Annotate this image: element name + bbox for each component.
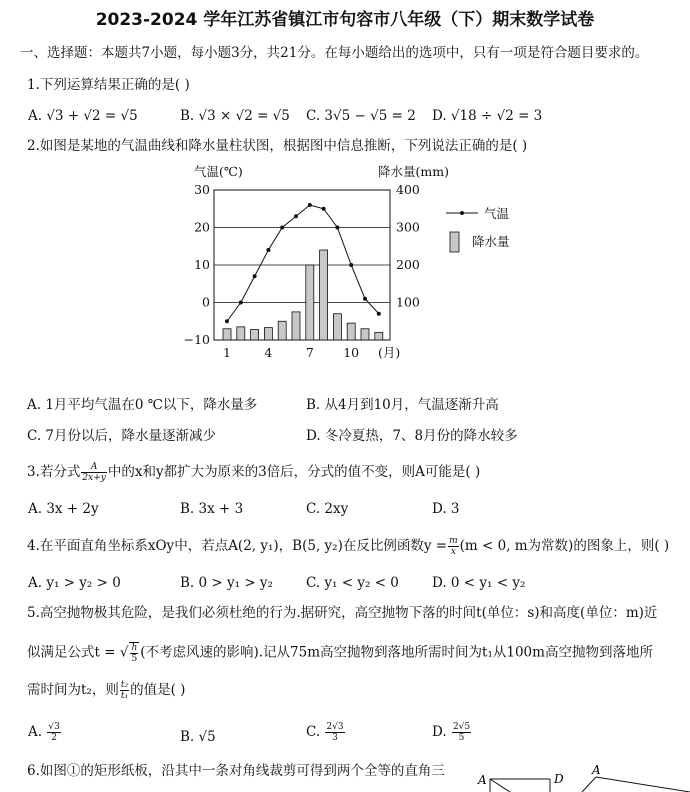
q5-option-a[interactable]: A. $\frac{√3}{2}$ — [28, 722, 60, 743]
question-6-stem: 6.如图①的矩形纸板，沿其中一条对角线裁剪可得到两个全等的直角三 — [27, 763, 445, 779]
q5-line2-pre: 似满足公式t = — [27, 644, 116, 661]
question-5-line-3 — [27, 680, 185, 701]
y-right-tick-label: 100 — [396, 294, 420, 310]
y-right-tick-label: 300 — [396, 219, 420, 235]
climate-chart — [180, 160, 540, 370]
q4-fraction — [448, 536, 459, 557]
precipitation-bar — [306, 265, 314, 340]
temperature-line — [227, 205, 379, 321]
q3-fraction — [81, 462, 106, 483]
q4-stem-post: (m < 0, m为常数)的图象上，则( ) — [459, 538, 670, 554]
q4-frac-num: m — [449, 536, 458, 546]
q3-frac-num: A — [81, 462, 106, 473]
q6-figure — [470, 762, 690, 792]
q1-option-c[interactable]: C. 3√5 − √5 = 2 — [306, 108, 416, 124]
temperature-point — [349, 263, 353, 267]
q5-line3-pre: 需时间为t₂，则 — [27, 682, 119, 698]
y-right-tick-label: 200 — [396, 257, 420, 272]
x-tick-label: 4 — [264, 345, 273, 360]
q6-triangle-right — [596, 777, 690, 792]
y-left-tick-label: 20 — [194, 219, 210, 235]
q5-sqrt-formula: √ $\frac{h}{5}$ — [119, 643, 138, 664]
q3-option-c[interactable]: C. 2xy — [306, 501, 349, 517]
q5-option-b[interactable]: B. √5 — [180, 729, 216, 745]
temperature-point — [294, 214, 298, 218]
q3-option-b[interactable]: B. 3x + 3 — [180, 501, 244, 517]
q6-diagonal — [490, 779, 510, 792]
q5-line2-post: (不考虑风速的影响).记从75m高空抛物到落地所需时间为t₁从100m高空抛物到落地所 — [140, 644, 653, 661]
x-tick-label: 7 — [305, 345, 314, 360]
temperature-point — [266, 248, 270, 252]
q4-stem-pre: 4.在平面直角坐标系xOy中，若点A(2, y₁)，B(5, y₂)在反比例函数y = — [27, 538, 448, 554]
q6-label-a2: A — [592, 763, 601, 777]
y-left-axis-label: 气温(℃) — [194, 164, 243, 179]
precipitation-bar — [320, 250, 328, 340]
precipitation-bar — [375, 333, 383, 341]
y-right-tick-label: 400 — [396, 182, 420, 197]
q3-frac-den: 2x+y — [82, 473, 106, 483]
q3-option-d[interactable]: D. 3 — [432, 501, 460, 517]
question-5-line-1: 5.高空抛物极其危险，是我们必须杜绝的行为.据研究，高空抛物下落的时间t(单位：s)和高度(单位：m)近 — [27, 605, 658, 621]
q4-option-c[interactable]: C. y₁ < y₂ < 0 — [306, 575, 399, 591]
q1-option-b[interactable]: B. √3 × √2 = √5 — [180, 108, 290, 124]
y-left-tick-label: 30 — [194, 182, 210, 197]
q1-option-d[interactable]: D. √18 ÷ √2 = 3 — [432, 108, 543, 124]
precipitation-bar — [237, 327, 245, 340]
q5-option-d[interactable]: D. $\frac{2√5}{5}$ — [432, 722, 471, 743]
question-5-line-2 — [27, 642, 653, 664]
precipitation-bar — [223, 329, 231, 340]
precipitation-bar — [264, 328, 272, 340]
q3-option-a[interactable]: A. 3x + 2y — [28, 501, 99, 517]
q3-stem-post: 中的x和y都扩大为原来的3倍后，分式的值不变，则A可能是( ) — [107, 464, 481, 480]
q4-option-d[interactable]: D. 0 < y₁ < y₂ — [432, 575, 526, 591]
temperature-point — [308, 203, 312, 207]
temperature-point — [239, 301, 243, 305]
q5-option-c[interactable]: C. $\frac{2√3}{3}$ — [306, 722, 344, 743]
q2-option-d[interactable]: D. 冬冷夏热，7、8月份的降水较多 — [306, 428, 518, 444]
y-left-tick-label: 0 — [202, 294, 210, 310]
precipitation-bar — [278, 321, 286, 340]
temperature-point — [253, 274, 257, 278]
q4-option-a[interactable]: A. y₁ > y₂ > 0 — [28, 575, 121, 591]
q4-option-b[interactable]: B. 0 > y₁ > y₂ — [180, 575, 273, 591]
legend-bar-swatch — [450, 232, 459, 252]
temperature-point — [363, 297, 367, 301]
precipitation-bar — [333, 314, 341, 340]
q2-option-c[interactable]: C. 7月份以后，降水量逐渐减少 — [27, 428, 217, 444]
q6-triangle-left — [582, 777, 596, 792]
x-axis-unit: (月) — [378, 345, 401, 360]
temperature-point — [377, 312, 381, 316]
section-heading: 一、选择题：本题共7小题，每小题3分，共21分。在每小题给出的选项中，只有一项是符合题目要求的。 — [20, 45, 649, 61]
question-1-stem: 1.下列运算结果正确的是( ) — [27, 77, 190, 93]
question-2-stem: 2.如图是某地的气温曲线和降水量柱状图，根据图中信息推断，下列说法正确的是( ) — [27, 138, 528, 154]
legend-line-marker — [460, 211, 464, 215]
x-tick-label: 1 — [223, 345, 231, 360]
temperature-point — [280, 226, 284, 230]
legend-temperature-label: 气温 — [484, 206, 510, 221]
q2-option-b[interactable]: B. 从4月到10月，气温逐渐升高 — [306, 397, 499, 413]
q6-label-d: D — [554, 772, 564, 786]
question-3-stem — [27, 462, 480, 483]
q1-option-a[interactable]: A. √3 + √2 = √5 — [28, 108, 138, 124]
legend-precipitation-label: 降水量 — [472, 234, 510, 249]
precipitation-bar — [292, 312, 300, 340]
temperature-point — [335, 226, 339, 230]
temperature-point — [225, 319, 229, 323]
y-left-tick-label: −10 — [183, 332, 210, 347]
temperature-point — [322, 207, 326, 211]
question-4-stem — [27, 536, 669, 557]
precipitation-bar — [361, 329, 369, 340]
y-left-tick-label: 10 — [194, 257, 210, 272]
y-right-axis-label: 降水量(mm) — [378, 164, 449, 179]
x-tick-label: 10 — [343, 345, 360, 360]
precipitation-bar — [347, 323, 355, 340]
q6-label-a: A — [478, 773, 487, 787]
q3-stem-pre: 3.若分式 — [27, 464, 81, 480]
q5-ratio: $\frac{\text{t₂}}{\text{t₁}}$ — [120, 680, 129, 701]
q2-option-a[interactable]: A. 1月平均气温在0 ℃以下，降水量多 — [27, 397, 258, 413]
precipitation-bar — [251, 330, 259, 341]
q4-frac-den: x — [450, 547, 456, 557]
page-title: 2023-2024 学年江苏省镇江市句容市八年级（下）期末数学试卷 — [95, 10, 595, 30]
q5-line3-post: 的值是( ) — [130, 682, 186, 698]
